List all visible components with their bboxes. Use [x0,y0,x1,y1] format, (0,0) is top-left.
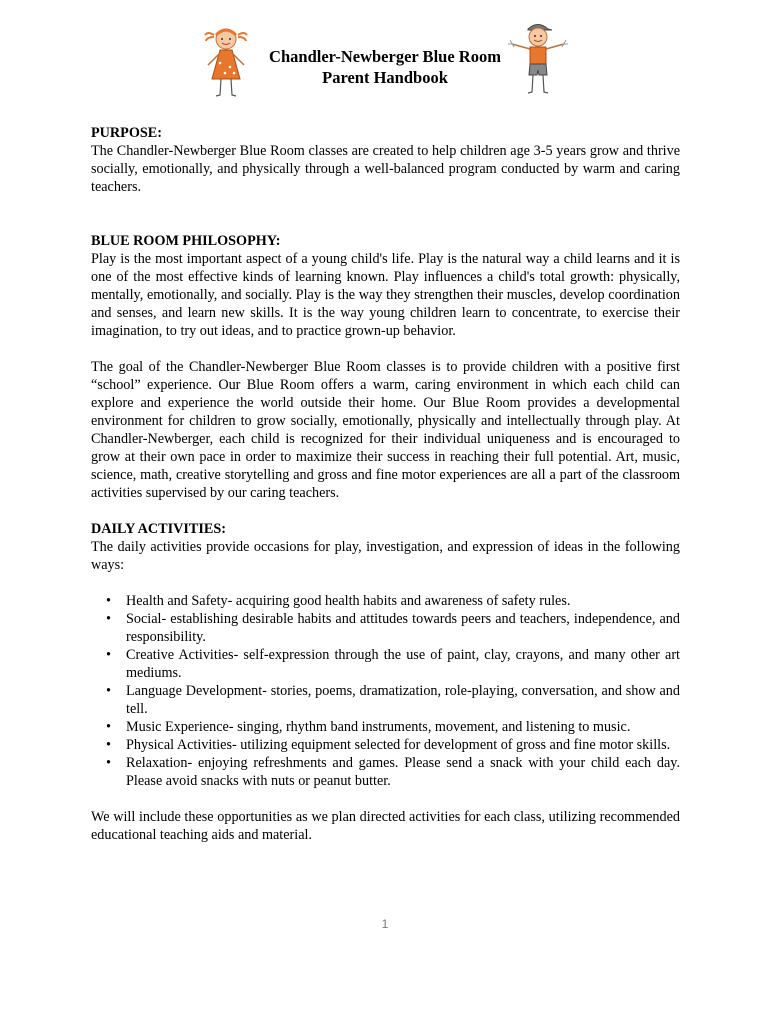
philosophy-section [91,232,680,502]
list-item: • Relaxation- enjoying refreshments and games. Please send a snack with your child each day. Please avoid snacks with nuts or peanut butter. [126,754,680,790]
purpose-heading: PURPOSE: [91,125,162,141]
page-number: 1 [381,917,389,931]
list-item: • Creative Activities- self-expression through the use of paint, clay, crayons, and many other art mediums. [126,646,680,682]
daily-activities-section [91,520,680,844]
philosophy-paragraph-2: The goal of the Chandler-Newberger Blue Room classes is to provide children with a positive first “school” experience. Our Blue Room offers a warm, caring environment in which each child can explore and experience the world outside their home. Our Blue Room provides a developmental environment for children to grow socially, emotionally, physically and intellectually through play. At Chandler-Newberger, each child is recognized for their individual uniqueness and is encouraged to grow at their own pace in order to maximize their success in reaching their full potential. Art, music, science, math, creative storytelling and gross and fine motor experiences are all a part of the classroom activities supervised by our caring teachers. [91,359,680,501]
philosophy-paragraph-1: Play is the most important aspect of a young child's life. Play is the natural way a child learns and it is one of the most effective kinds of learning known. Play influences a child's total growth: physically, mentally, emotionally, and socially. Play is the way they strengthen their muscles, develop coordination and senses, and learn new skills. It is the way young children learn to concentrate, to exercise their imagination, to try out ideas, and to practice grown-up behavior. [91,251,680,339]
list-item: • Language Development- stories, poems, dramatization, role-playing, conversation, and show and tell. [126,682,680,718]
title-line-2: Parent Handbook [322,68,448,87]
document-body [91,124,680,844]
list-item: • Physical Activities- utilizing equipment selected for development of gross and fine motor skills. [126,736,680,754]
document-title [0,46,770,88]
purpose-text: The Chandler-Newberger Blue Room classes are created to help children age 3-5 years grow and thrive socially, emotionally, and physically through a well-balanced program conducted by warm and caring teachers. [91,143,680,195]
daily-activities-intro: The daily activities provide occasions for play, investigation, and expression of ideas in the following ways: [91,539,680,573]
list-item: • Music Experience- singing, rhythm band instruments, movement, and listening to music. [126,718,680,736]
list-item: • Social- establishing desirable habits and attitudes towards peers and teachers, independence, and responsibility. [126,610,680,646]
philosophy-heading: BLUE ROOM PHILOSOPHY: [91,233,281,249]
purpose-section [91,124,680,196]
title-line-1: Chandler-Newberger Blue Room [269,47,501,66]
activities-list [91,592,680,790]
list-item: • Health and Safety- acquiring good health habits and awareness of safety rules. [126,592,680,610]
daily-activities-heading: DAILY ACTIVITIES: [91,521,226,537]
closing-paragraph: We will include these opportunities as we plan directed activities for each class, utilizing recommended educational teaching aids and material. [91,809,680,843]
